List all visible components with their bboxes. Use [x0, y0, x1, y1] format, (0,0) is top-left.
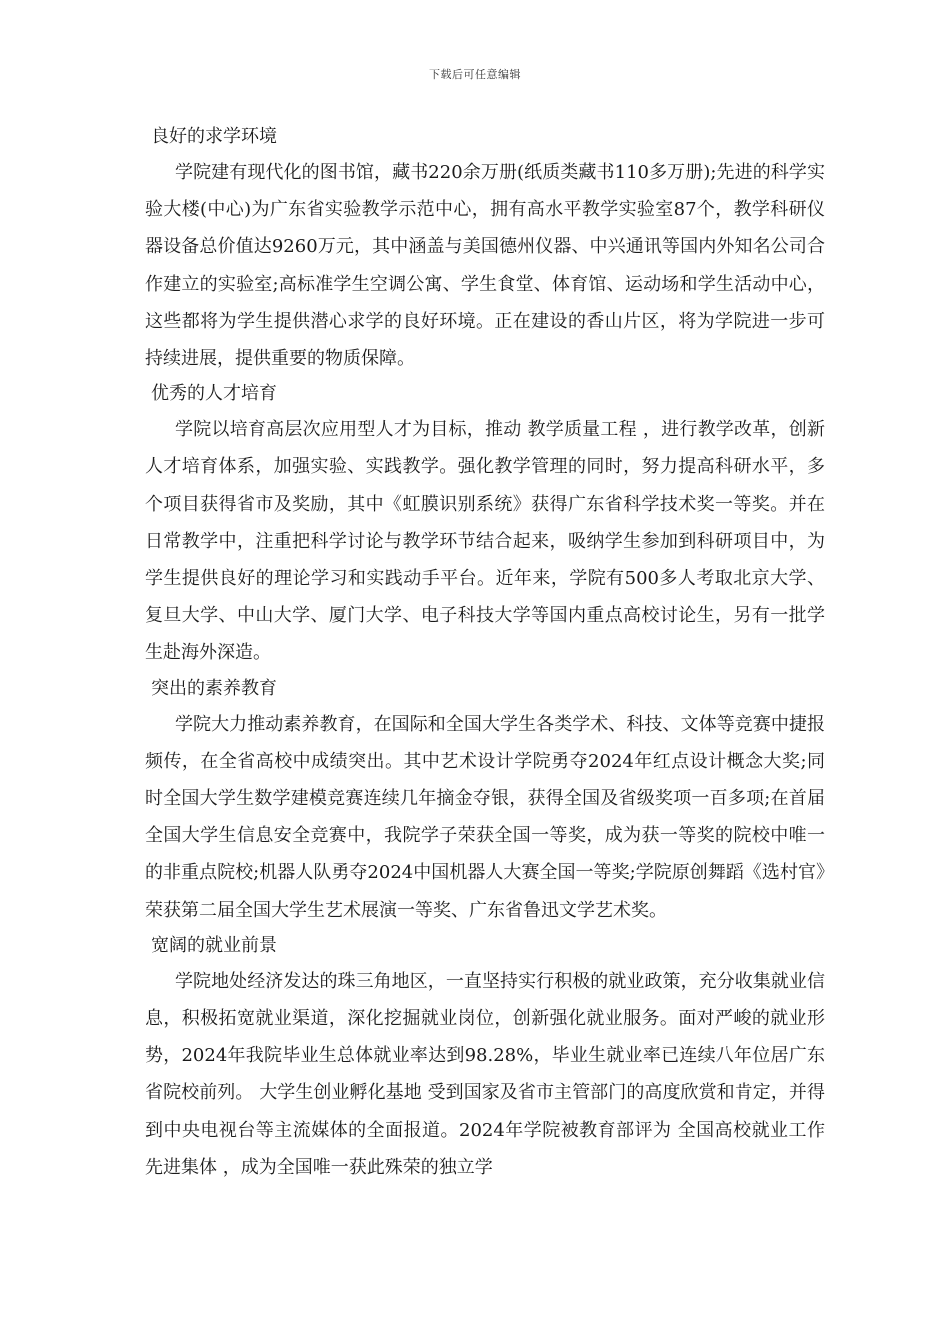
section-heading: 良好的求学环境 — [151, 126, 277, 147]
section-paragraph: 学院地处经济发达的珠三角地区，一直坚持实行积极的就业政策，充分收集就业信息，积极拓宽就业渠道，深化挖掘就业岗位，创新强化就业服务。面对严峻的就业形势，2024年我院毕业生总体就业率达到98.28%，毕业生就业率已连续八年位居广东省院校前列。 大学生创业孵化基地 受到国家及省市主管部门的高度欣赏和肯定，并得到中央电视台等主流媒体的全面报道。2024年学院被教育部评为 全国高校就业工作先进集体 ，成为全国唯一获此殊荣的独立学 — [145, 970, 825, 1178]
section-talent-cultivation — [145, 377, 825, 671]
section-heading: 优秀的人才培育 — [151, 383, 277, 405]
section-paragraph: 学院大力推动素养教育，在国际和全国大学生各类学术、科技、文体等竞赛中捷报频传，在全省高校中成绩突出。其中艺术设计学院勇夺2024年红点设计概念大奖;同时全国大学生数学建模竞赛连续几年摘金夺银，获得全国及省级奖项一百多项;在首届全国大学生信息安全竞赛中，我院学子荣获全国一等奖，成为获一等奖的院校中唯一的非重点院校;机器人队勇夺2024中国机器人大赛全国一等奖;学院原创舞蹈《选村官》荣获第二届全国大学生艺术展演一等奖、广东省鲁迅文学艺术奖。 — [145, 713, 825, 921]
section-paragraph: 学院建有现代化的图书馆，藏书220余万册(纸质类藏书110多万册);先进的科学实验大楼(中心)为广东省实验教学示范中心，拥有高水平教学实验室87个，教学科研仪器设备总价值达9260万元，其中涵盖与美国德州仪器、中兴通讯等国内外知名公司合作建立的实验室;高标准学生空调公寓、学生食堂、体育馆、运动场和学生活动中心，这些都将为学生提供潜心求学的良好环境。正在建设的香山片区，将为学院进一步可持续进展，提供重要的物质保障。 — [145, 162, 825, 370]
document-body — [145, 120, 825, 1186]
section-quality-education — [145, 672, 825, 929]
section-heading: 突出的素养教育 — [151, 677, 277, 699]
page-header-note: 下载后可任意编辑 — [429, 68, 521, 81]
section-study-environment — [145, 120, 825, 377]
section-paragraph: 学院以培育高层次应用型人才为目标，推动 教学质量工程 ，进行教学改革，创新人才培育体系，加强实验、实践教学。强化教学管理的同时，努力提高科研水平，多个项目获得省市及奖励，其中《虹膜识别系统》获得广东省科学技术奖一等奖。并在日常教学中，注重把科学讨论与教学环节结合起来，吸纳学生参加到科研项目中，为学生提供良好的理论学习和实践动手平台。近年来，学院有500多人考取北京大学、复旦大学、中山大学、厦门大学、电子科技大学等国内重点高校讨论生，另有一批学生赴海外深造。 — [145, 419, 825, 664]
section-employment-prospects — [145, 929, 825, 1186]
section-heading: 宽阔的就业前景 — [151, 934, 277, 956]
